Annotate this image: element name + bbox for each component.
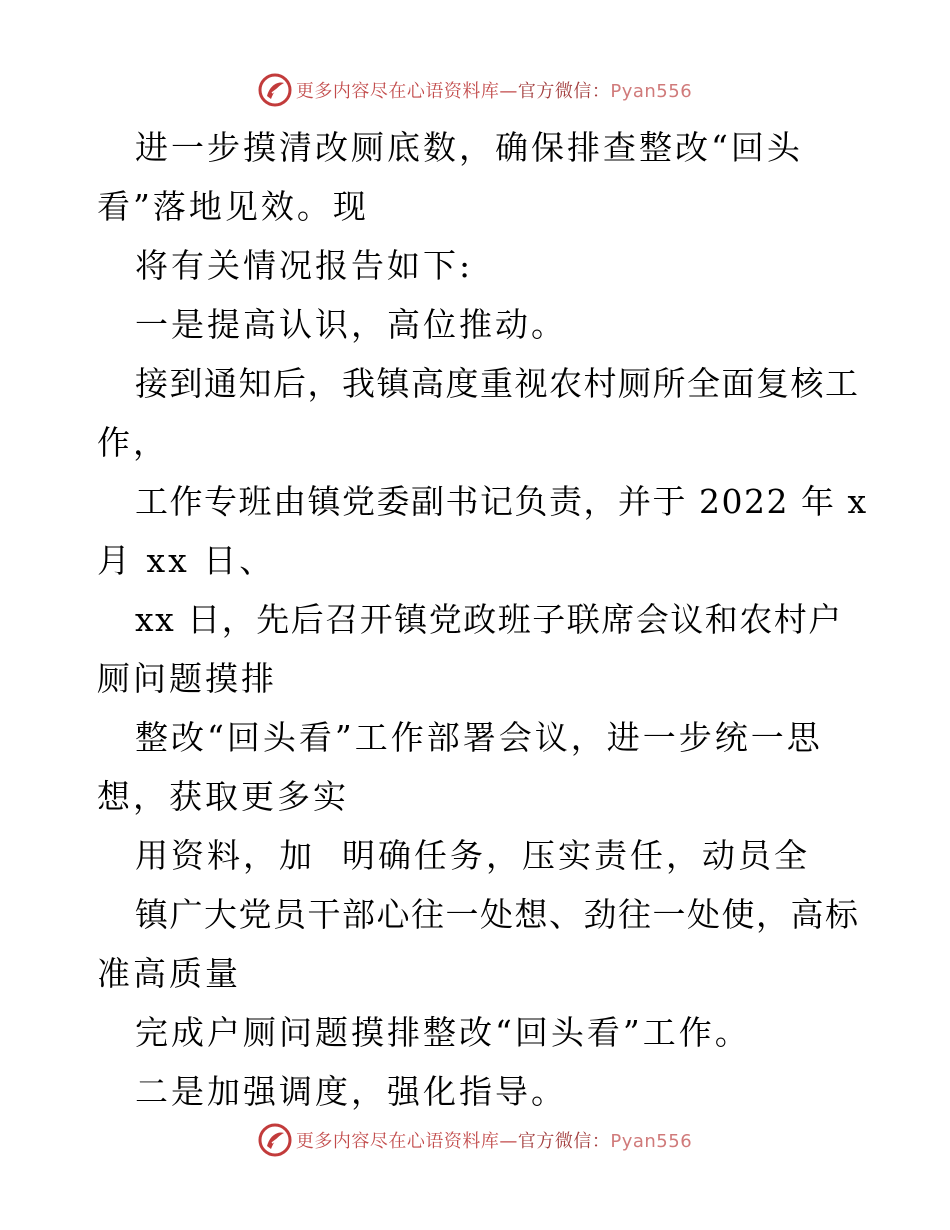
document-body [97, 118, 917, 1121]
text-line: 用资料，加 明确任务，压实责任，动员全 [135, 836, 810, 875]
watermark-banner-bottom [0, 1122, 950, 1158]
text-line: 一是提高认识，高位推动。 [135, 305, 567, 344]
text-line: 进一步摸清改厕底数，确保排查整改“回头 [135, 128, 803, 167]
text-line: 完成户厕问题摸排整改“回头看”工作。 [135, 1013, 751, 1052]
text-line: 镇广大党员干部心往一处想、劲往一处使，高标 [135, 895, 860, 934]
watermark-banner-top [0, 72, 950, 108]
text-line: 月 xx 日、 [97, 541, 276, 580]
text-line: 工作专班由镇党委副书记负责，并于 2022 年 x [135, 482, 868, 521]
text-line: 想，获取更多实 [97, 777, 349, 816]
text-line: 接到通知后，我镇高度重视农村厕所全面复核工 [135, 364, 860, 403]
text-line: 将有关情况报告如下: [135, 246, 474, 285]
text-line: 整改“回头看”工作部署会议，进一步统一思 [135, 718, 823, 757]
brand-logo-icon [258, 1123, 292, 1157]
text-line: 看”落地见效。现 [97, 187, 369, 226]
watermark-text: 更多内容尽在心语资料库—官方微信：Pyan556 [295, 1131, 693, 1152]
watermark-text: 更多内容尽在心语资料库—官方微信：Pyan556 [295, 81, 693, 102]
brand-logo-icon [258, 73, 292, 107]
text-line: 厕问题摸排 [97, 659, 277, 698]
text-line: 准高质量 [97, 954, 241, 993]
text-line: 作， [97, 423, 169, 462]
text-line: xx 日，先后召开镇党政班子联席会议和农村户 [135, 600, 843, 639]
text-line: 二是加强调度，强化指导。 [135, 1072, 567, 1111]
